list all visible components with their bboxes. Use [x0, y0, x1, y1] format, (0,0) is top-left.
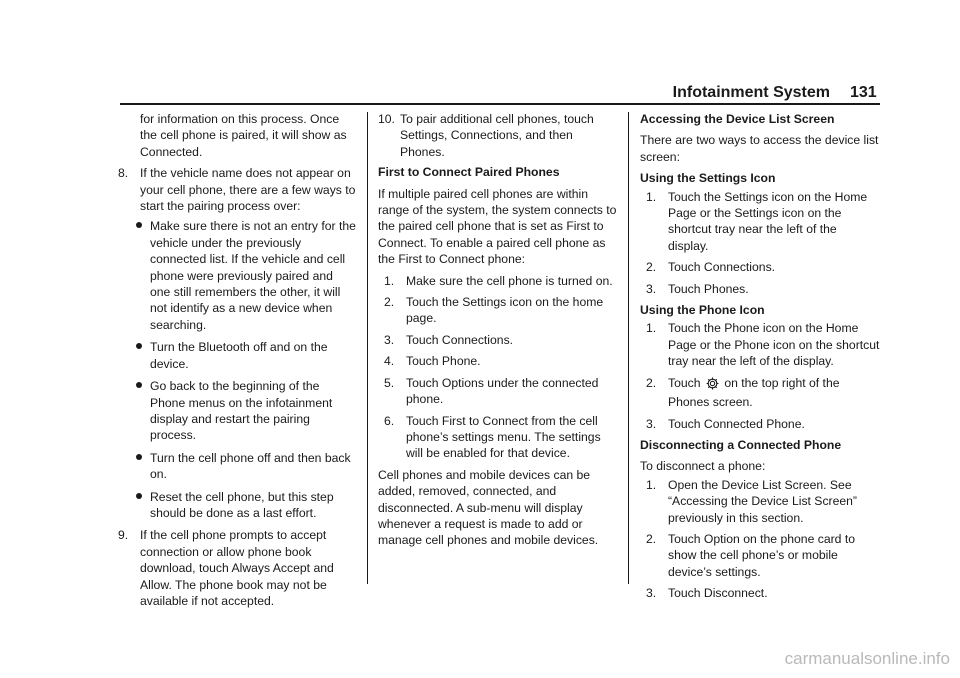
step-item — [378, 375, 618, 408]
column-3 — [640, 111, 880, 607]
step-number: 3. — [646, 416, 657, 431]
bullet-text: Turn the cell phone off and then back on. — [150, 450, 351, 482]
step-item — [640, 281, 880, 297]
step-item — [640, 375, 880, 411]
step-text: Touch the Phone icon on the Home Page or the Phone icon on the shortcut tray near the left of the display. — [668, 321, 880, 369]
list-item-text: If the vehicle name does not appear on your cell phone, there are a few ways to start the pairing process over: — [140, 166, 356, 214]
step-item — [640, 189, 880, 255]
step-number: 3. — [646, 281, 657, 296]
phone-icon-subheading: Using the Phone Icon — [640, 303, 765, 318]
list-item-text: If the cell phone prompts to accept connection or allow phone book download, touch Always Accept and Allow. The phone book may not be available if not accepted. — [140, 528, 334, 608]
step-text: Touch the Settings icon on the home page. — [406, 295, 604, 326]
step-text: Touch First to Connect from the cell phone’s settings menu. The settings will be enabled for that device. — [406, 413, 601, 461]
closing-paragraph: Cell phones and mobile devices can be added, removed, connected, and disconnected. A sub-menu will display whenever a request is made to add or manage cell phones and mobile devices. — [378, 467, 599, 548]
section-title: Infotainment System — [672, 84, 830, 101]
bullet-text: Reset the cell phone, but this step should be done as a last effort. — [150, 489, 334, 520]
step-text: Touch Connections. — [668, 260, 776, 275]
list-number: 10. — [378, 112, 395, 126]
bullet-text: Make sure there is not an entry for the vehicle under the previously connected list. If the vehicle and cell phone were previously paired and one still remembers the other, it will not identify as a new device when searching. — [150, 219, 356, 332]
step-item — [378, 353, 618, 369]
step-item — [378, 332, 618, 348]
step-text: Make sure the cell phone is turned on. — [406, 273, 613, 288]
list-item-8 — [118, 165, 356, 214]
list-item-10 — [378, 111, 618, 160]
device-list-paragraph: There are two ways to access the device list screen: — [640, 133, 879, 164]
list-item-text: To pair additional cell phones, touch Settings, Connections, and then Phones. — [400, 112, 594, 159]
step-item — [378, 413, 618, 462]
step-item — [640, 259, 880, 275]
watermark: carmanualsonline.info — [784, 649, 950, 668]
step-text: Touch Disconnect. — [668, 586, 768, 601]
step-text-before-icon: Touch — [668, 375, 701, 390]
bullet-item — [118, 450, 356, 483]
page-number: 131 — [850, 84, 877, 101]
column-divider-left — [367, 112, 368, 584]
step-number: 2. — [646, 375, 657, 390]
step-number: 1. — [646, 321, 657, 336]
step-number: 4. — [384, 354, 395, 369]
step-text: Touch Connected Phone. — [668, 416, 805, 431]
step-item — [640, 531, 880, 580]
bullet-icon — [136, 454, 142, 460]
bullet-item — [118, 339, 356, 372]
step-text: Open the Device List Screen. See “Accessing the Device List Screen” previously in this section. — [668, 477, 857, 525]
step-number: 5. — [384, 375, 395, 390]
bullet-item — [118, 218, 356, 333]
step-text-after-icon: on the top right of the Phones screen. — [668, 375, 840, 410]
list-number: 9. — [118, 528, 129, 543]
settings-icon-subheading: Using the Settings Icon — [640, 171, 776, 186]
bullet-item — [118, 489, 356, 522]
step-item — [640, 477, 880, 526]
first-to-connect-paragraph: If multiple paired cell phones are within range of the system, the system connects to the paired cell phone that is set as First to Connect. To enable a paired cell phone as the First to Connect phone: — [378, 186, 617, 267]
bullet-icon — [136, 493, 142, 499]
column-2 — [378, 111, 618, 554]
step-text: Touch Phones. — [668, 281, 749, 296]
bullet-icon — [136, 382, 142, 388]
column-1 — [118, 111, 356, 613]
header-rule — [120, 103, 880, 105]
step-text: Touch Options under the connected phone. — [406, 375, 599, 407]
step-number: 1. — [646, 477, 657, 492]
column-divider-right — [628, 112, 629, 584]
bullet-icon — [136, 343, 142, 349]
step-item — [378, 294, 618, 327]
step-number: 1. — [384, 273, 395, 288]
disconnect-heading: Disconnecting a Connected Phone — [640, 437, 842, 452]
bullet-text: Go back to the beginning of the Phone menus on the infotainment display and restart the pairing process. — [150, 379, 333, 443]
bullet-icon — [136, 222, 142, 228]
device-list-heading: Accessing the Device List Screen — [640, 112, 835, 126]
step-text: Touch the Settings icon on the Home Page or the Settings icon on the shortcut tray near the left of the display. — [668, 189, 868, 253]
step-number: 2. — [384, 295, 395, 310]
bullet-item — [118, 378, 356, 444]
settings-gear-icon — [706, 377, 719, 394]
step-item — [378, 273, 618, 289]
list-item-9 — [118, 527, 356, 609]
step-number: 2. — [646, 260, 657, 275]
step-item — [640, 585, 880, 601]
bullet-text: Turn the Bluetooth off and on the device. — [150, 340, 328, 371]
step-item — [640, 320, 880, 369]
step-number: 1. — [646, 189, 657, 204]
step-number: 6. — [384, 413, 395, 428]
intro-paragraph: for information on this process. Once the cell phone is paired, it will show as Connected. — [140, 112, 347, 159]
first-to-connect-heading: First to Connect Paired Phones — [378, 165, 560, 180]
step-number: 3. — [384, 332, 395, 347]
disconnect-paragraph: To disconnect a phone: — [640, 459, 766, 474]
list-number: 8. — [118, 166, 129, 181]
step-item — [640, 416, 880, 432]
step-number: 2. — [646, 531, 657, 546]
step-text: Touch Option on the phone card to show the cell phone’s or mobile device’s settings. — [668, 531, 856, 579]
step-text: Touch Phone. — [406, 354, 481, 369]
step-text: Touch Connections. — [406, 332, 514, 347]
step-number: 3. — [646, 586, 657, 601]
